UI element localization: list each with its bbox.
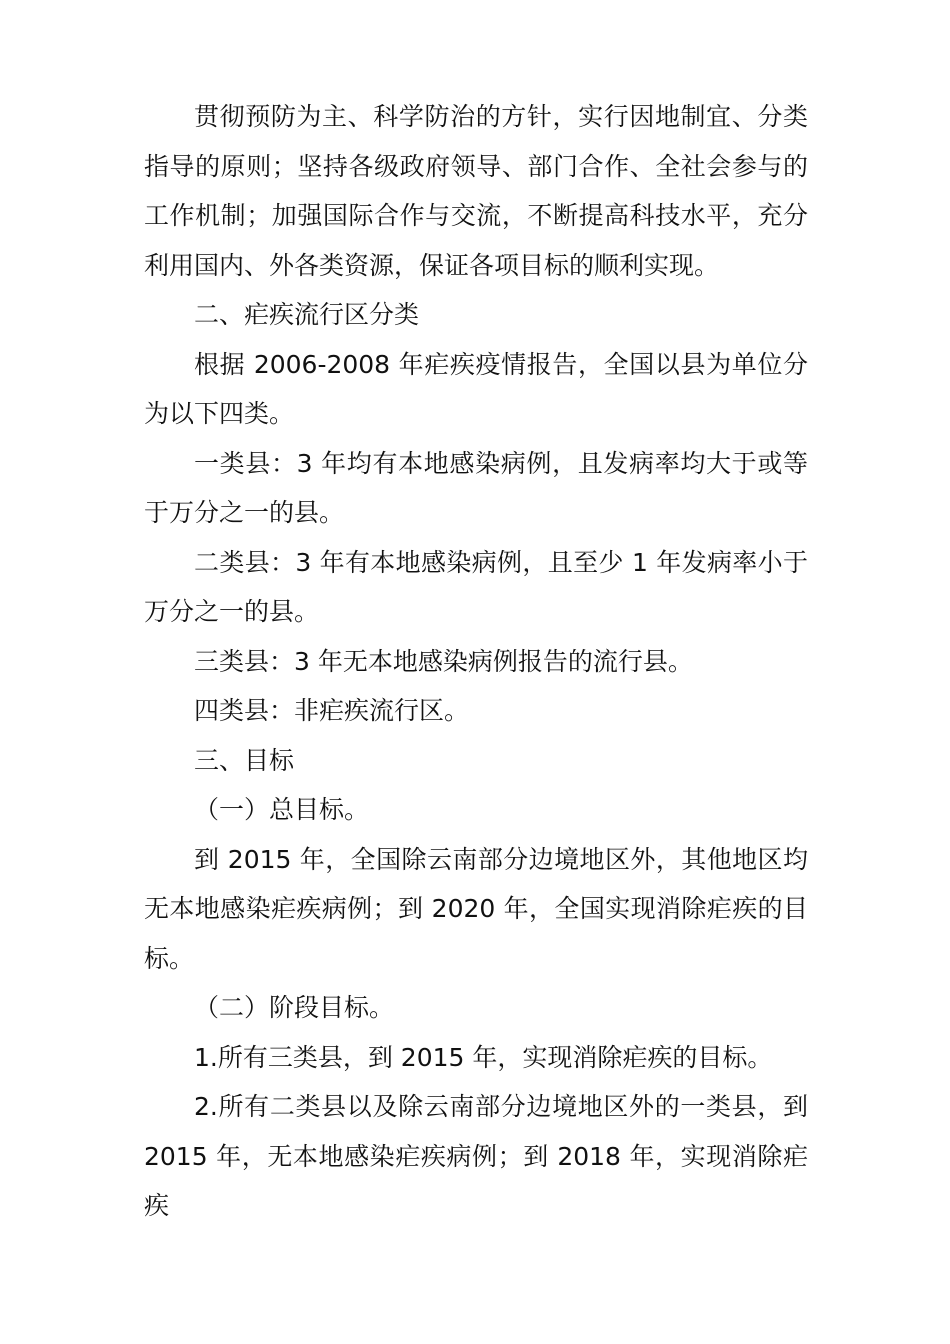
paragraph-class-two-county: 二类县：3 年有本地感染病例，且至少 1 年发病率小于万分之一的县。 (144, 547, 808, 626)
paragraph-class-one-county: 一类县：3 年均有本地感染病例，且发病率均大于或等于万分之一的县。 (144, 448, 808, 527)
subheading-phase-goals: （二）阶段目标。 (194, 993, 395, 1022)
section-heading-goals: 三、目标 (194, 745, 295, 775)
document-body (144, 92, 808, 1231)
paragraph-classification-intro: 根据 2006-2008 年疟疾疫情报告，全国以县为单位分为以下四类。 (144, 349, 808, 428)
paragraph-guiding-principles: 贯彻预防为主、科学防治的方针，实行因地制宜、分类指导的原则；坚持各级政府领导、部门合作、全社会参与的工作机制；加强国际合作与交流，不断提高科技水平，充分利用国内、外各类资源，保证各项目标的顺利实现。 (144, 102, 808, 280)
section-heading-classification: 二、疟疾流行区分类 (194, 300, 420, 329)
paragraph-phase-goal-2: 2.所有二类县以及除云南部分边境地区外的一类县，到 2015 年，无本地感染疟疾病例；到 2018 年，实现消除疟疾 (144, 1092, 808, 1220)
paragraph-phase-goal-1: 1.所有三类县，到 2015 年，实现消除疟疾的目标。 (194, 1042, 773, 1072)
subheading-overall-goal: （一）总目标。 (194, 795, 370, 824)
paragraph-class-four-county: 四类县：非疟疾流行区。 (194, 696, 470, 725)
paragraph-class-three-county: 三类县：3 年无本地感染病例报告的流行县。 (194, 646, 693, 676)
paragraph-overall-goal: 到 2015 年，全国除云南部分边境地区外，其他地区均无本地感染疟疾病例；到 2020 年，全国实现消除疟疾的目标。 (144, 844, 808, 973)
